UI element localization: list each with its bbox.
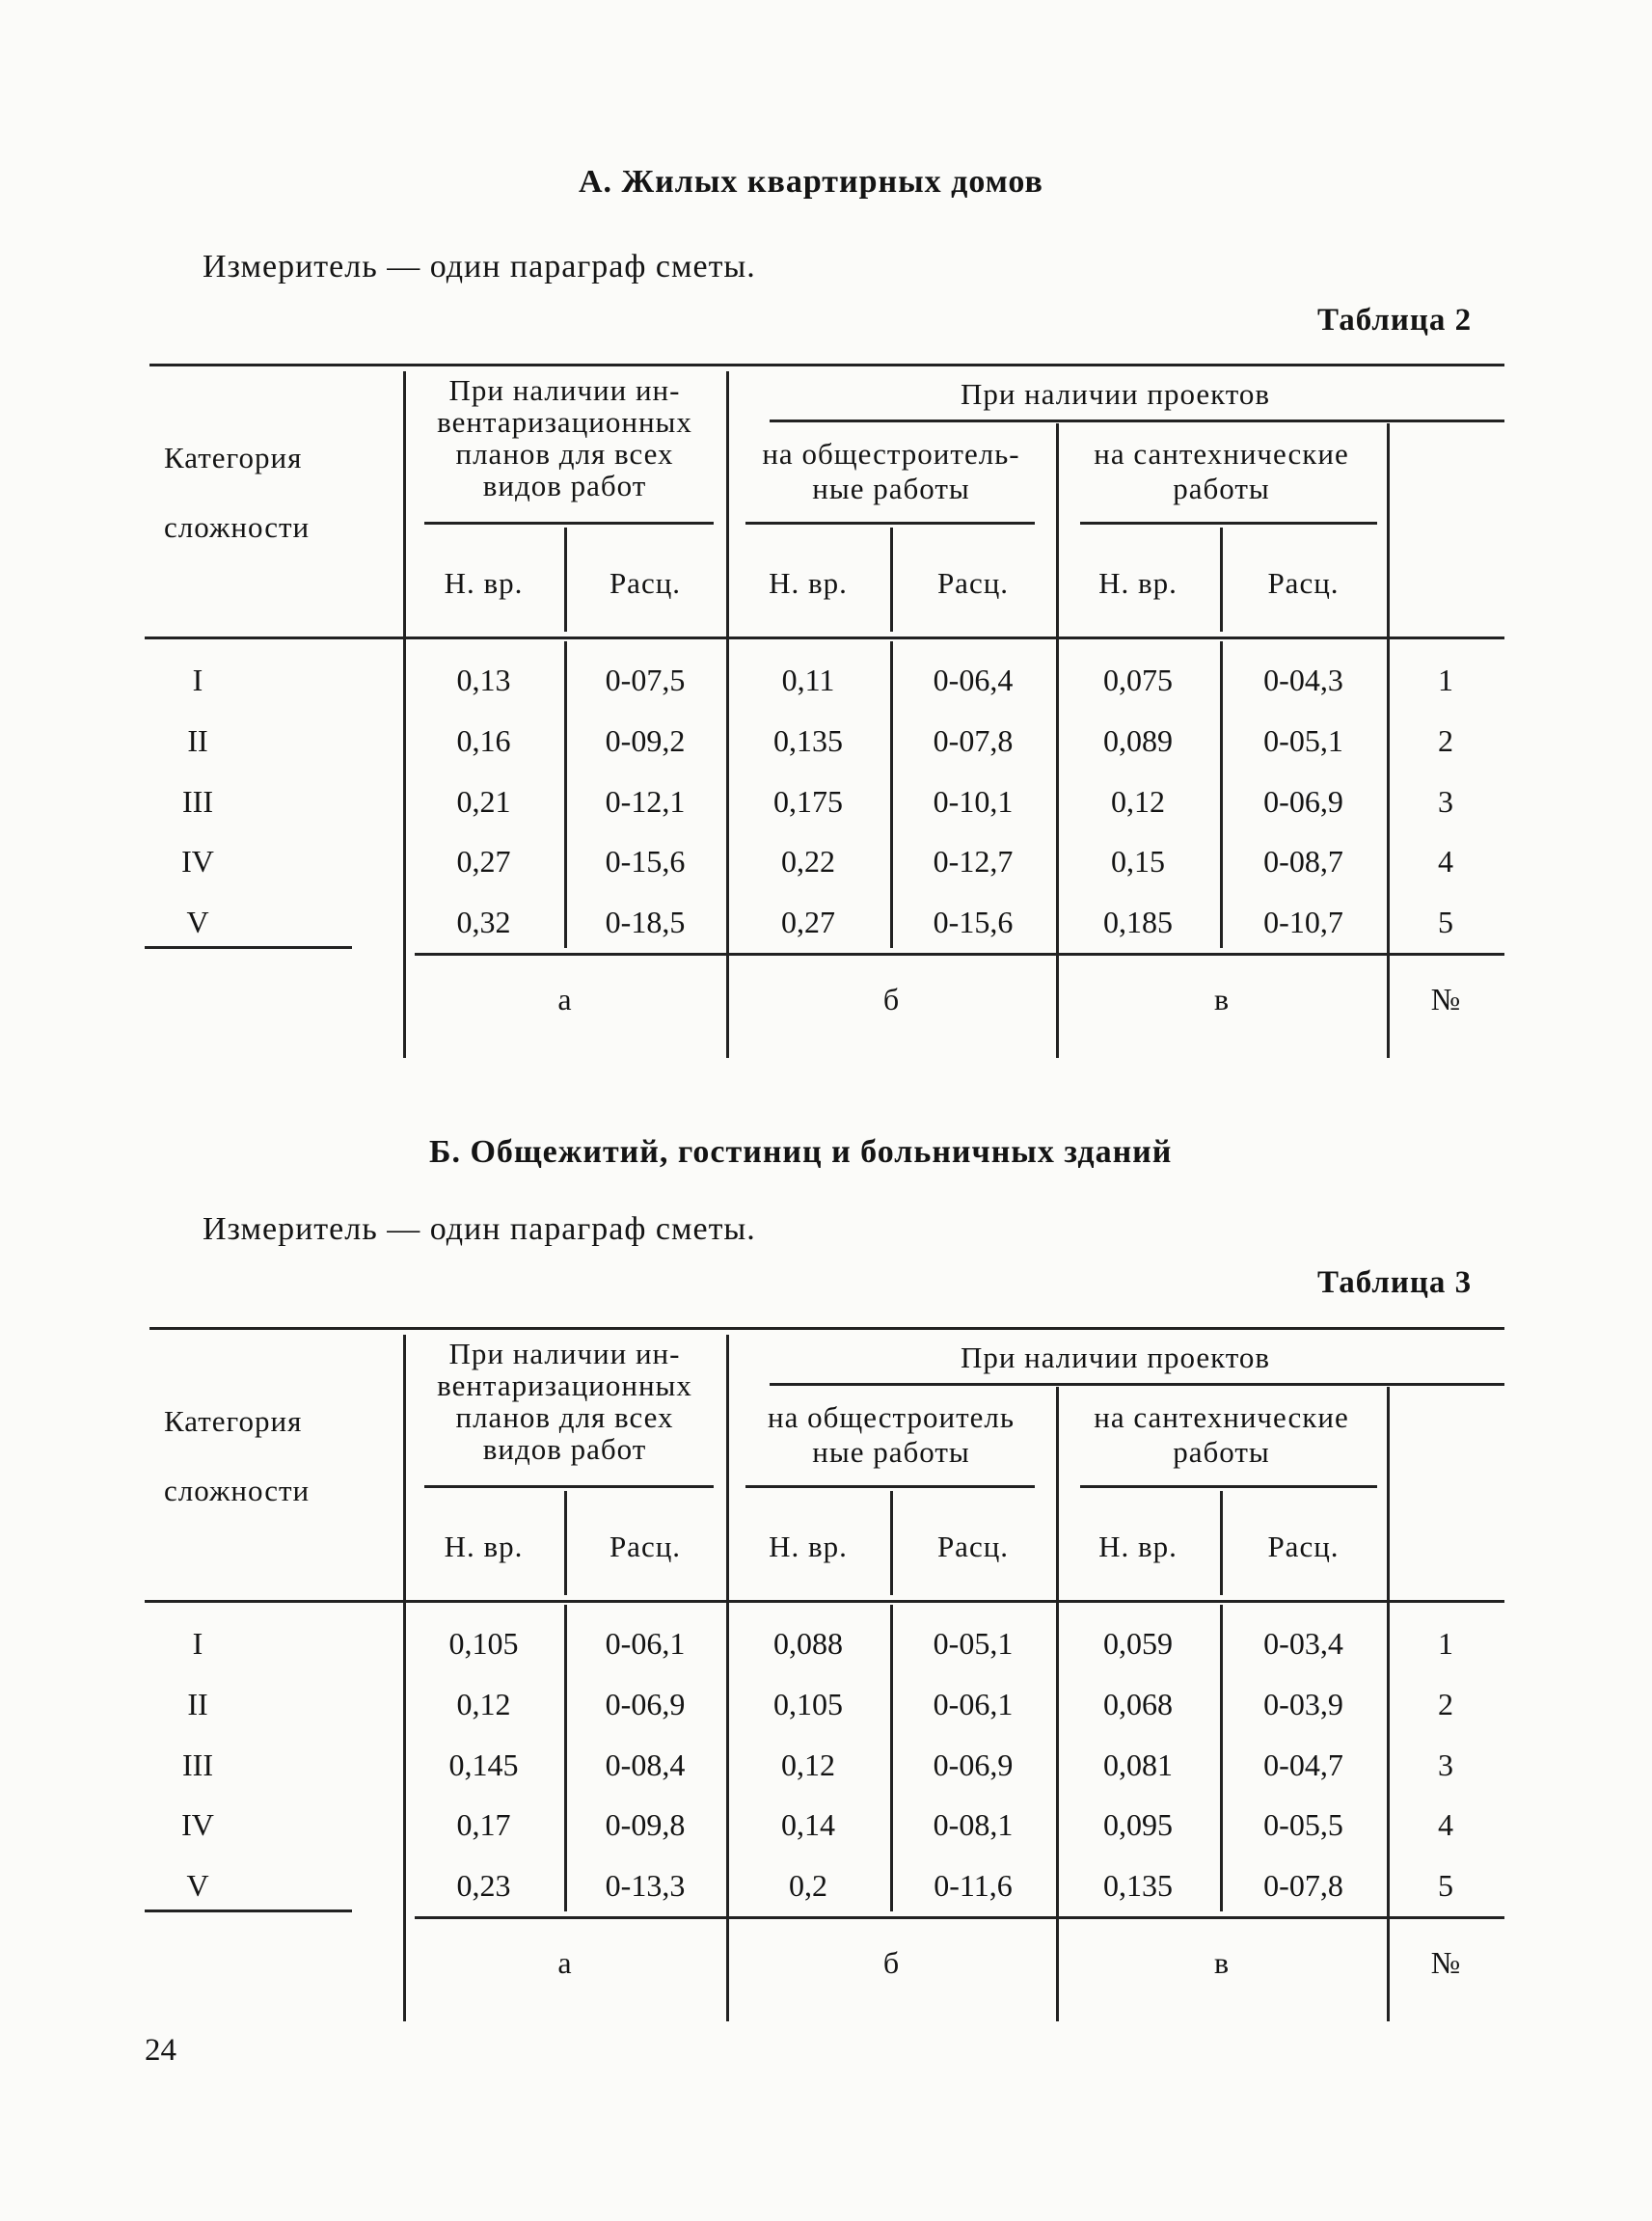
table-top-rule [149,364,1504,366]
table-cell: 0,105 [448,1626,519,1661]
table-cell: 0,13 [456,663,511,697]
category-header: Категория [164,441,303,474]
inventory-header: планов для всех [455,437,674,471]
section-b-unit: Измеритель — один параграф сметы. [203,1211,756,1247]
column-letter-c: в [1213,1945,1230,1980]
table-cell: 1 [1438,1626,1453,1661]
table-cell: 0,089 [1103,723,1173,758]
table-cell: 0-09,8 [605,1807,686,1842]
column-header-rasc: Расц. [936,566,1010,600]
table-cell: 0,12 [1111,784,1165,819]
column-header-nvr: Н. вр. [1098,1530,1178,1563]
inventory-subheader-rule [424,1485,714,1488]
table-cell: 0,14 [781,1807,835,1842]
table-cell: 0,22 [781,844,835,879]
header-bottom-rule [145,1600,1504,1603]
table-cell: 0,12 [781,1747,835,1782]
table-cell: 0,105 [773,1687,843,1721]
table-cell: 0,16 [456,723,511,758]
general-subheader-rule [745,522,1035,525]
inventory-header: При наличии ин- [448,1337,681,1370]
table-cell: 0,185 [1103,905,1173,939]
table-cell: 4 [1438,844,1453,879]
column-letter-c: в [1213,982,1230,1016]
table-cell: 0-12,7 [933,844,1014,879]
table-cell: 0-10,7 [1263,905,1343,939]
section-b-heading: Б. Общежитий, гостиниц и больничных зданий [429,1134,1173,1170]
inventory-subheader-rule [424,522,714,525]
column-header-rasc: Расц. [609,566,682,600]
category-label: I [192,663,203,697]
table-cell: 0-03,9 [1263,1687,1343,1721]
table-cell: 0,17 [456,1807,511,1842]
table-cell: 0,27 [456,844,511,879]
table-cell: 0-08,7 [1263,844,1343,879]
column-header-nvr: Н. вр. [444,566,524,600]
table-cell: 0-07,5 [605,663,686,697]
general-header: ные работы [812,472,970,505]
category-label: IV [181,1807,214,1842]
section-a-unit: Измеритель — один параграф сметы. [203,249,756,284]
category-label: IV [181,844,214,879]
table-cell: 0-12,1 [605,784,686,819]
category-bottom-rule [145,1910,352,1912]
table-cell: 0,135 [1103,1868,1173,1903]
table-cell: 0-04,7 [1263,1747,1343,1782]
general-subheader-rule [745,1485,1035,1488]
table-cell: 0,12 [456,1687,511,1721]
table-cell: 4 [1438,1807,1453,1842]
table-cell: 0-06,9 [1263,784,1343,819]
page-number: 24 [145,2033,176,2068]
sanitary-header: на сантехнические [1094,437,1349,471]
table-cell: 0,088 [773,1626,843,1661]
general-header: на общестроитель [768,1400,1015,1434]
column-letter-b: б [882,1945,900,1980]
section-b-table-name: Таблица 3 [1317,1265,1473,1300]
column-header-nvr: Н. вр. [444,1530,524,1563]
table-2 [145,364,1504,1058]
table-cell: 0-06,9 [933,1747,1014,1782]
column-letter-b: б [882,982,900,1016]
table-cell: 0,068 [1103,1687,1173,1721]
projects-header-rule [770,420,1504,422]
table-cell: 3 [1438,784,1453,819]
column-letter-a: а [557,1945,572,1980]
category-header: Категория [164,1404,303,1438]
sanitary-header: работы [1173,1435,1270,1469]
table-cell: 3 [1438,1747,1453,1782]
column-header-rasc: Расц. [936,1530,1010,1563]
table-cell: 0-06,1 [605,1626,686,1661]
category-header: сложности [164,510,311,544]
table-cell: 0-06,9 [605,1687,686,1721]
category-header: сложности [164,1474,311,1507]
table-cell: 0,135 [773,723,843,758]
section-a-heading: А. Жилых квартирных домов [579,164,1043,200]
table-cell: 0,15 [1111,844,1165,879]
projects-header-rule [770,1383,1504,1386]
header-bottom-rule [145,637,1504,639]
sanitary-header: на сантехнические [1094,1400,1349,1434]
category-label: III [182,784,213,819]
table-cell: 0,145 [448,1747,519,1782]
projects-header: При наличии проектов [960,1341,1271,1374]
table-cell: 0-15,6 [605,844,686,879]
sanitary-subheader-rule [1080,1485,1377,1488]
table-cell: 0-05,5 [1263,1807,1343,1842]
sanitary-header: работы [1173,472,1270,505]
row-number-label: № [1430,1945,1461,1980]
column-letter-a: а [557,982,572,1016]
category-bottom-rule [145,946,352,949]
table-cell: 0-10,1 [933,784,1014,819]
table-cell: 0-11,6 [934,1868,1013,1903]
table-cell: 0-08,1 [933,1807,1014,1842]
table-cell: 0,081 [1103,1747,1173,1782]
table-cell: 0,23 [456,1868,511,1903]
table-cell: 0,32 [456,905,511,939]
table-cell: 0-04,3 [1263,663,1343,697]
table-cell: 0,21 [456,784,511,819]
category-label: V [186,905,209,939]
column-header-nvr: Н. вр. [769,566,848,600]
table-cell: 0-05,1 [1263,723,1343,758]
inventory-header: вентаризационных [437,405,692,439]
data-bottom-rule [415,1916,1504,1919]
projects-header: При наличии проектов [960,377,1271,411]
table-cell: 0-05,1 [933,1626,1014,1661]
column-header-rasc: Расц. [609,1530,682,1563]
table-cell: 0,27 [781,905,835,939]
table-cell: 0-15,6 [933,905,1014,939]
table-cell: 0-06,1 [933,1687,1014,1721]
table-cell: 0-08,4 [605,1747,686,1782]
table-cell: 5 [1438,1868,1453,1903]
table-cell: 2 [1438,723,1453,758]
table-cell: 0,2 [789,1868,827,1903]
sanitary-subheader-rule [1080,522,1377,525]
table-cell: 0-13,3 [605,1868,686,1903]
category-label: V [186,1868,209,1903]
table-3 [145,1327,1504,2021]
category-label: I [192,1626,203,1661]
table-cell: 0,095 [1103,1807,1173,1842]
section-a-table-name: Таблица 2 [1317,303,1473,338]
column-header-nvr: Н. вр. [769,1530,848,1563]
table-cell: 0-06,4 [933,663,1014,697]
inventory-header: видов работ [482,469,647,502]
column-header-rasc: Расц. [1267,1530,1340,1563]
table-top-rule [149,1327,1504,1330]
category-label: II [187,1687,208,1721]
table-cell: 0,075 [1103,663,1173,697]
table-cell: 0-18,5 [605,905,686,939]
table-cell: 0,11 [781,663,835,697]
table-cell: 5 [1438,905,1453,939]
column-header-nvr: Н. вр. [1098,566,1178,600]
inventory-header: видов работ [482,1432,647,1466]
table-cell: 0,175 [773,784,843,819]
table-cell: 0-03,4 [1263,1626,1343,1661]
general-header: на общестроитель- [762,437,1020,471]
column-header-rasc: Расц. [1267,566,1340,600]
data-bottom-rule [415,953,1504,956]
table-cell: 0-09,2 [605,723,686,758]
table-cell: 0,059 [1103,1626,1173,1661]
inventory-header: При наличии ин- [448,373,681,407]
table-cell: 0-07,8 [933,723,1014,758]
category-label: III [182,1747,213,1782]
table-cell: 1 [1438,663,1453,697]
general-header: ные работы [812,1435,970,1469]
table-cell: 2 [1438,1687,1453,1721]
inventory-header: вентаризационных [437,1368,692,1402]
table-cell: 0-07,8 [1263,1868,1343,1903]
row-number-label: № [1430,982,1461,1016]
category-label: II [187,723,208,758]
inventory-header: планов для всех [455,1400,674,1434]
